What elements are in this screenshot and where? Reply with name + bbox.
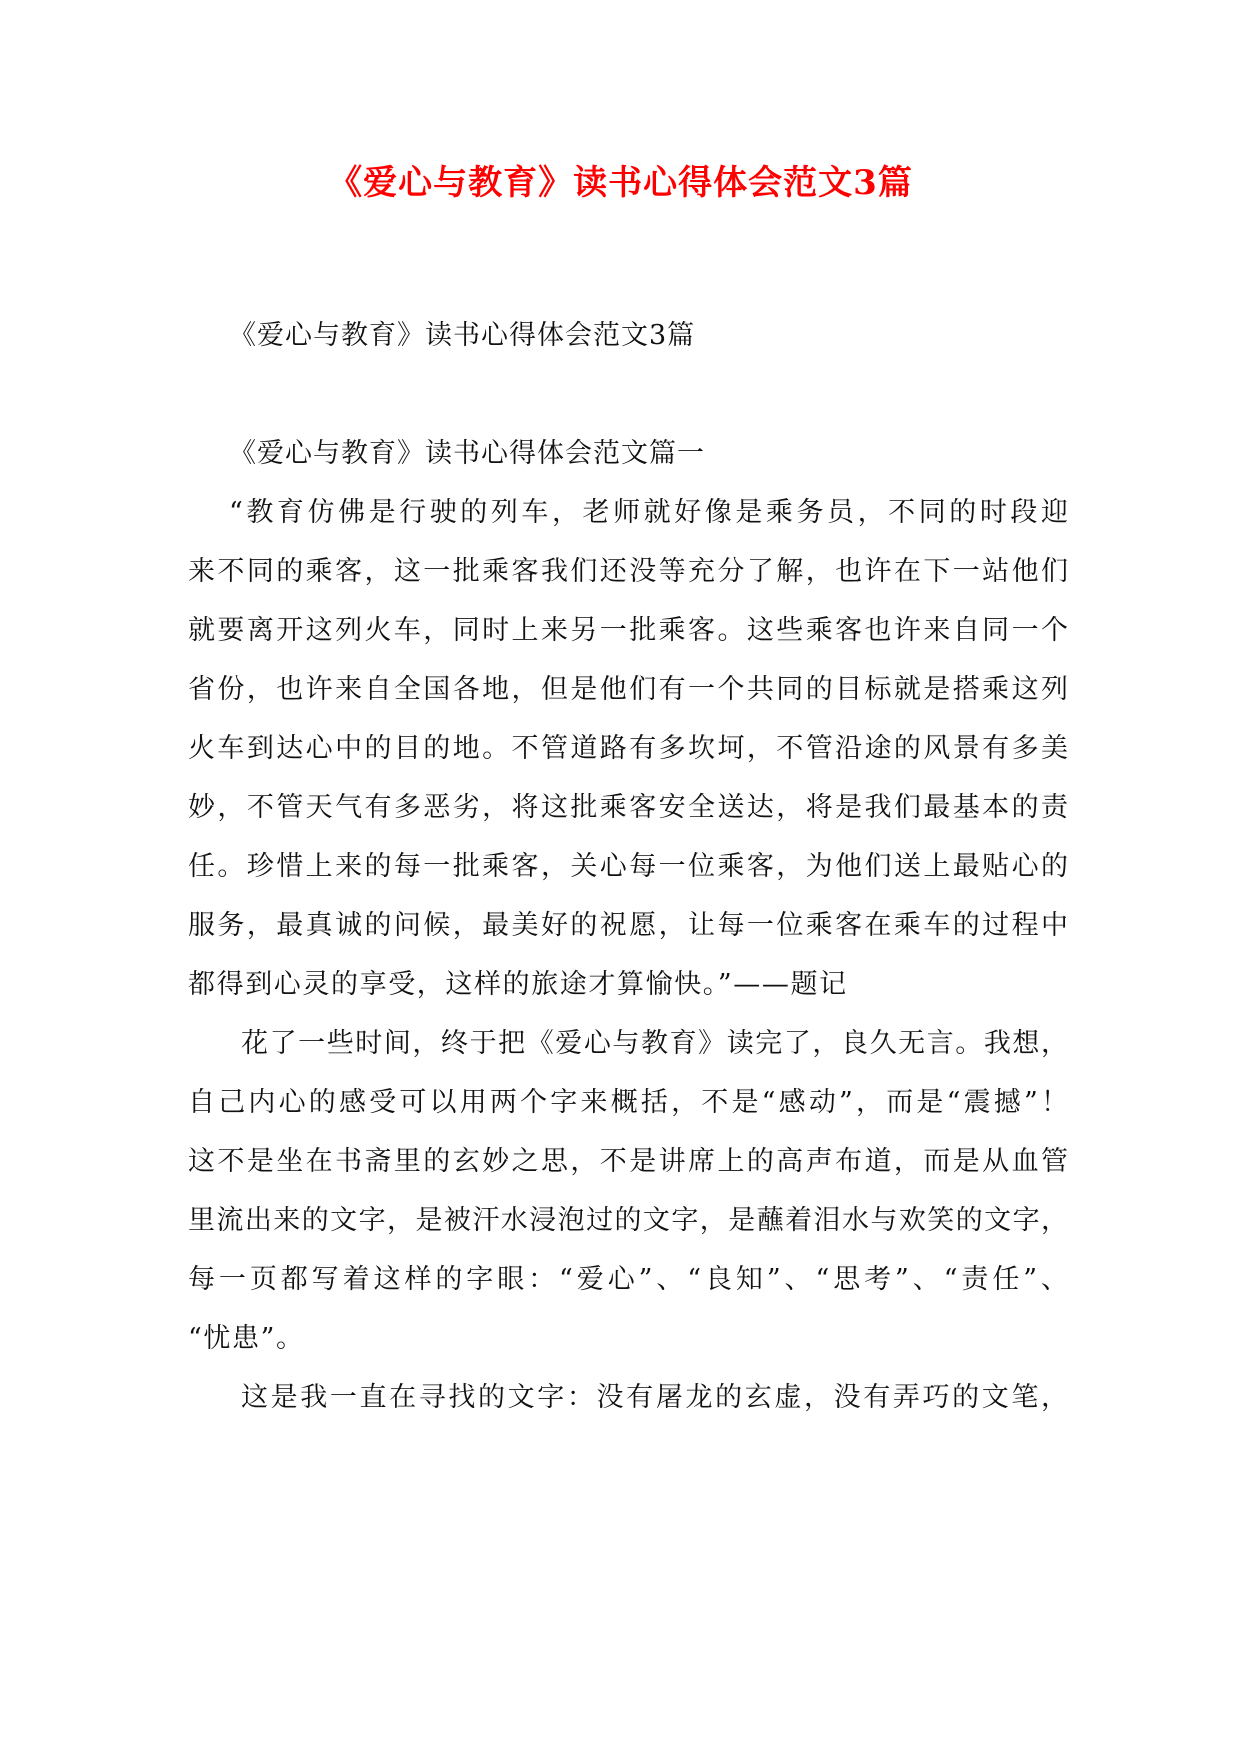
paragraph-line: “教育仿佛是行驶的列车，老师就好像是乘务员，不同的时段迎 [229, 497, 1068, 528]
paragraph-line: 这是我一直在寻找的文字：没有屠龙的玄虚，没有弄巧的文笔， [241, 1382, 1068, 1413]
document-title: 《爱心与教育》读书心得体会范文3篇 [328, 163, 913, 203]
paragraph-line: 就要离开这列火车，同时上来另一批乘客。这些乘客也许来自同一个 [188, 615, 1068, 646]
paragraph-line: 妙，不管天气有多恶劣，将这批乘客安全送达，将是我们最基本的责 [188, 792, 1068, 823]
paragraph-line: 服务，最真诚的问候，最美好的祝愿，让每一位乘客在乘车的过程中 [188, 910, 1068, 941]
paragraph-line: “忧患”。 [188, 1323, 305, 1354]
paragraph-line: 每一页都写着这样的字眼：“爱心”、“良知”、“思考”、“责任”、 [188, 1264, 1068, 1295]
paragraph-line: 自己内心的感受可以用两个字来概括，不是“感动”，而是“震撼”！ [188, 1087, 1068, 1118]
paragraph-line: 火车到达心中的目的地。不管道路有多坎坷，不管沿途的风景有多美 [188, 733, 1068, 764]
document-subtitle: 《爱心与教育》读书心得体会范文3篇 [229, 320, 696, 351]
paragraph-line: 花了一些时间，终于把《爱心与教育》读完了，良久无言。我想， [241, 1028, 1068, 1059]
paragraph-line: 都得到心灵的享受，这样的旅途才算愉快。”——题记 [188, 969, 848, 1000]
paragraph-line: 来不同的乘客，这一批乘客我们还没等充分了解，也许在下一站他们 [188, 556, 1068, 587]
section-heading: 《爱心与教育》读书心得体会范文篇一 [229, 438, 705, 469]
paragraph-line: 里流出来的文字，是被汗水浸泡过的文字，是蘸着泪水与欢笑的文字， [188, 1205, 1068, 1236]
paragraph-line: 这不是坐在书斋里的玄妙之思，不是讲席上的高声布道，而是从血管 [188, 1146, 1068, 1177]
paragraph-line: 省份，也许来自全国各地，但是他们有一个共同的目标就是搭乘这列 [188, 674, 1068, 705]
paragraph-line: 任。珍惜上来的每一批乘客，关心每一位乘客，为他们送上最贴心的 [188, 851, 1068, 882]
